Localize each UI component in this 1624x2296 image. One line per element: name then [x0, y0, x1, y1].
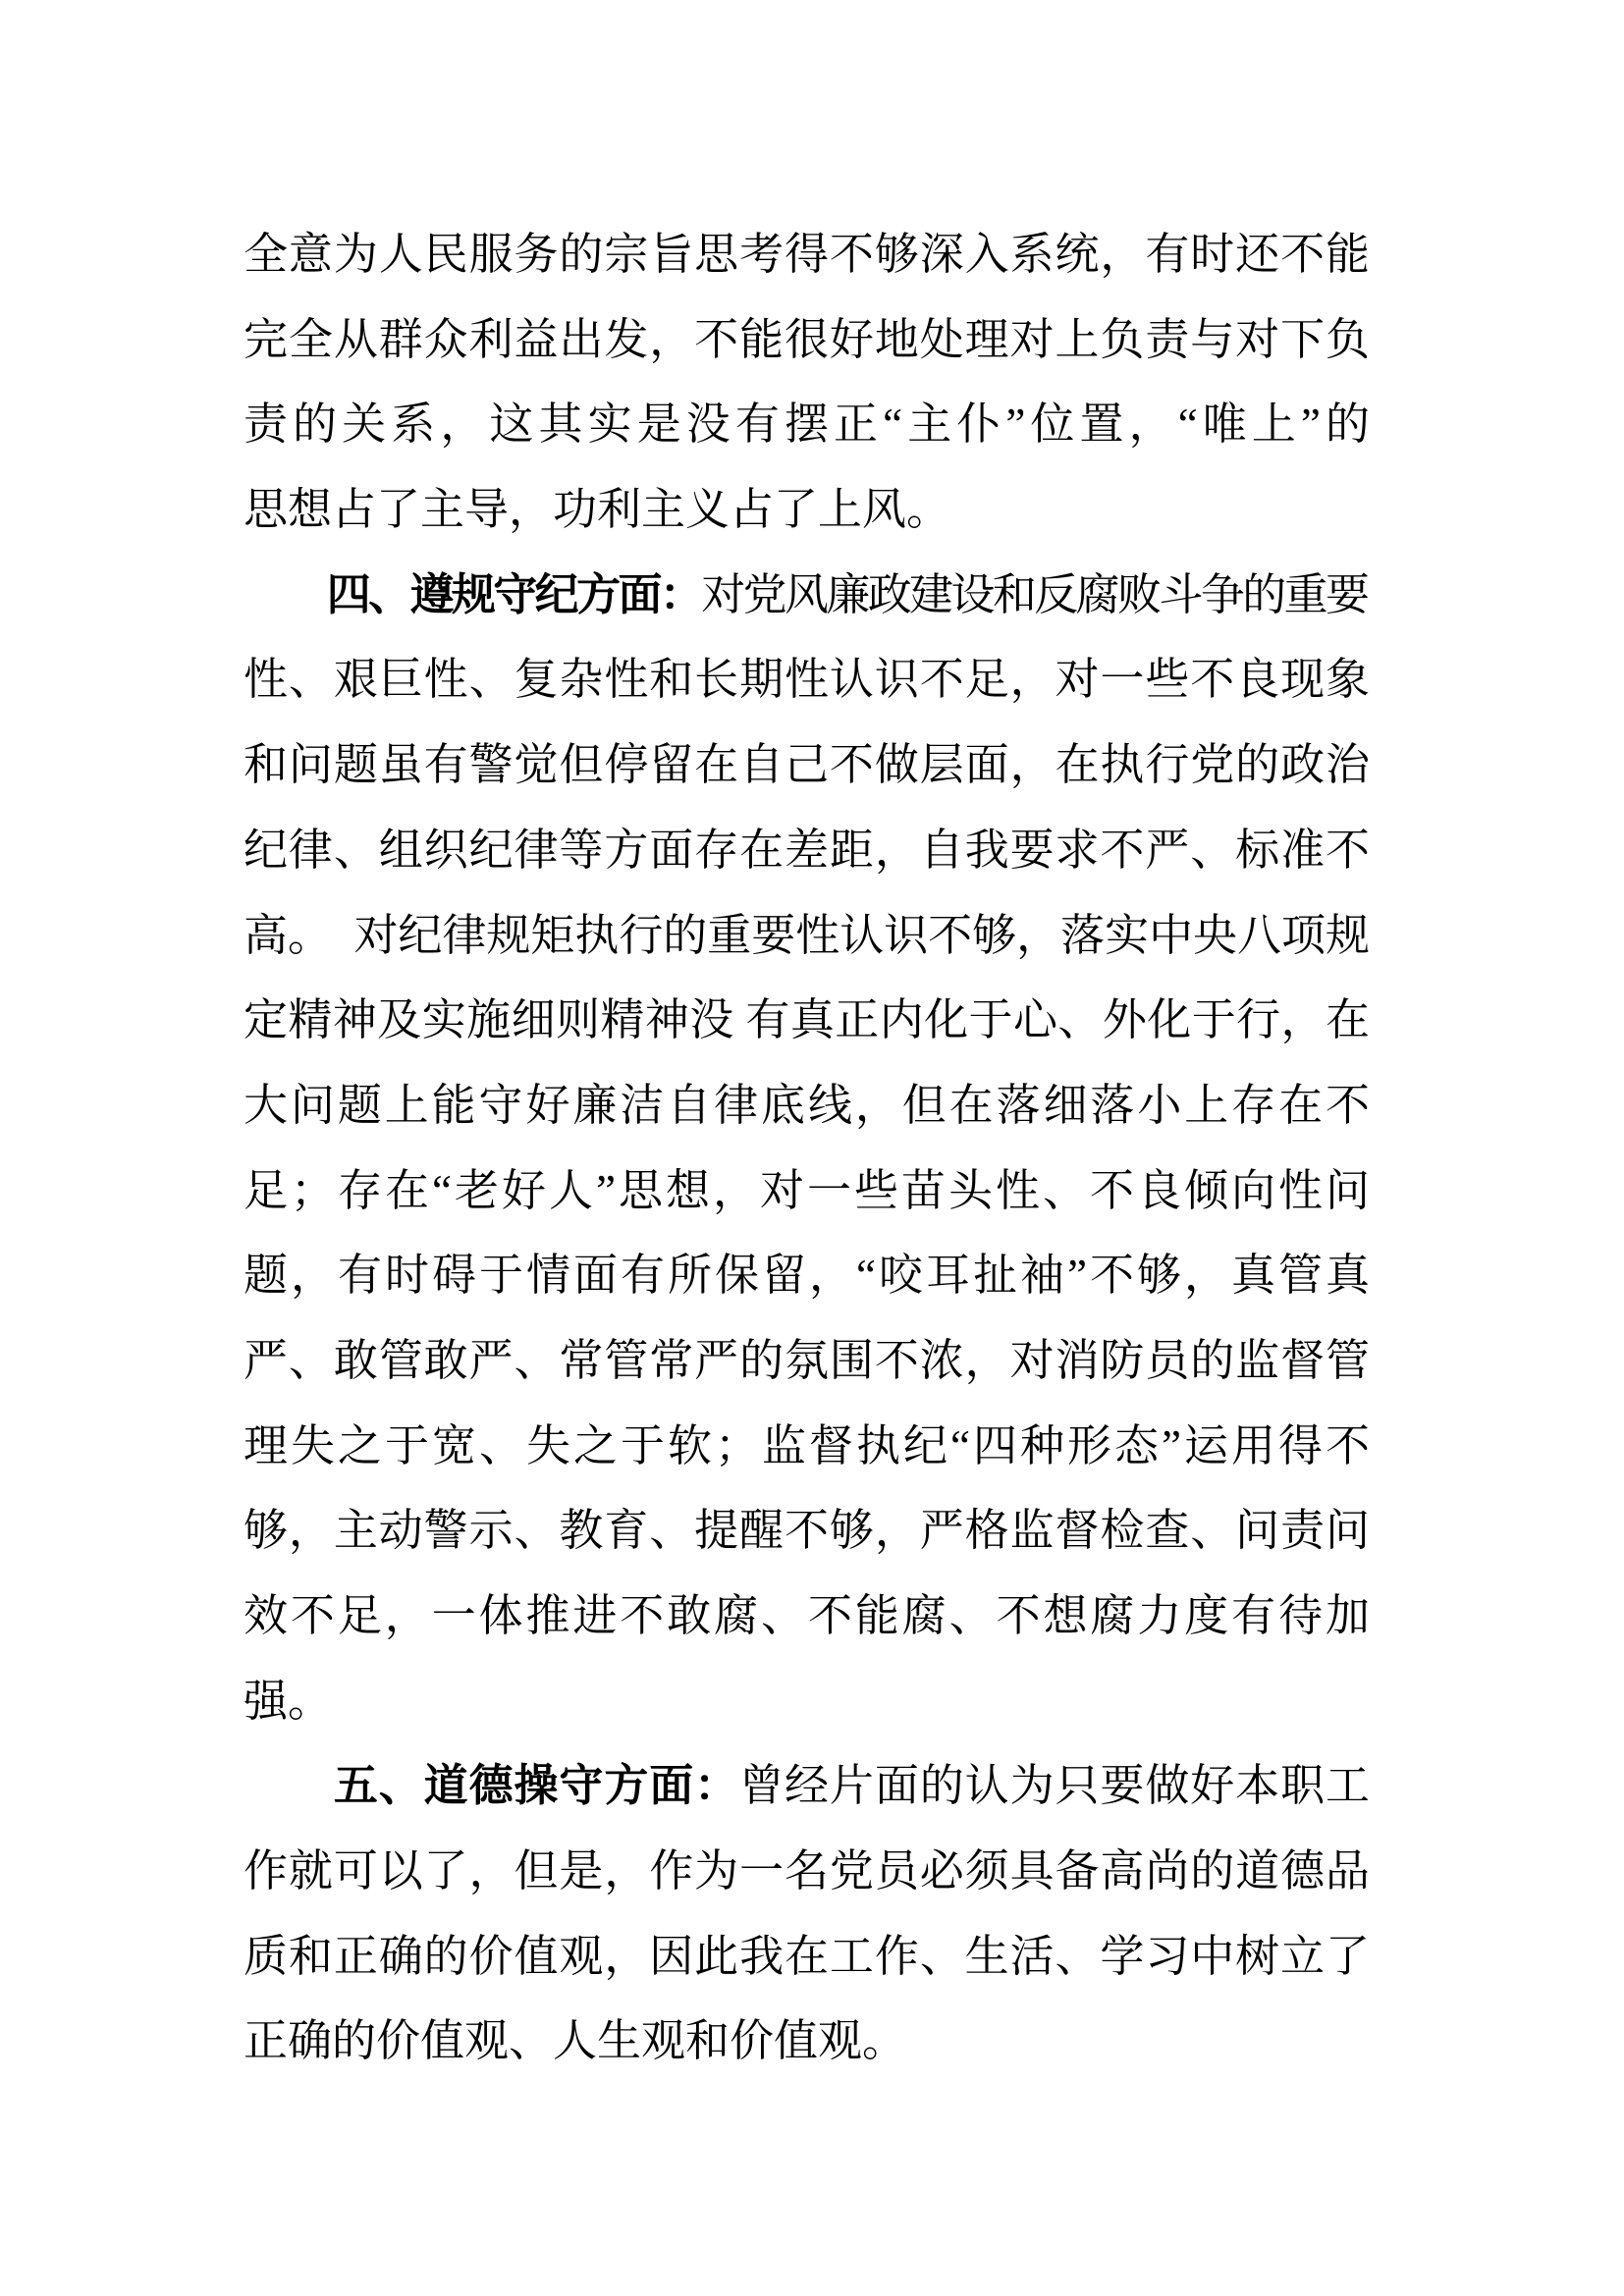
text-line	[244, 1063, 1422, 1148]
text-line	[244, 978, 1422, 1063]
text-line	[244, 1488, 1422, 1574]
body-text: 大问题上能守好廉洁自律底线，但在落细落小上存在不	[244, 1080, 1373, 1130]
body-text: 完全从群众利益出发，不能很好地处理对上负责与对下负	[244, 314, 1371, 364]
body-text: 思想占了主导，功利主义占了上风。	[244, 485, 951, 535]
text-line	[244, 808, 1422, 893]
body-text: 曾经片面的认为只要做好本职工	[739, 1761, 1371, 1811]
body-text: 题，有时碍于情面有所保留，“咬耳扯袖”不够，真管真	[244, 1251, 1373, 1301]
body-text: 够，主动警示、教育、提醒不够，严格监督检查、问责问	[244, 1506, 1371, 1556]
text-line	[244, 1233, 1422, 1318]
text-line	[244, 297, 1422, 383]
body-text: 强。	[244, 1676, 333, 1726]
text-line	[244, 1914, 1422, 2000]
body-text: 理失之于宽、失之于软；监督执纪“四种形态”运用得不	[244, 1420, 1373, 1470]
body-text: 质和正确的价值观，因此我在工作、生活、学习中树立了	[244, 1931, 1371, 1981]
body-text: 正确的价值观、人生观和价值观。	[244, 2016, 907, 2066]
text-line	[244, 637, 1422, 722]
paragraph-continuation-service-purpose	[244, 212, 1422, 553]
text-line	[244, 1829, 1422, 1914]
text-line	[244, 467, 1422, 553]
body-text: 责的关系，这其实是没有摆正“主仆”位置，“唯上”的	[244, 400, 1376, 450]
body-text: 纪律、组织纪律等方面存在差距，自我要求不严、标准不	[244, 825, 1371, 875]
paragraph-section-4-discipline	[244, 553, 1422, 1744]
body-text: 性、艰巨性、复杂性和长期性认识不足，对一些不良现象	[244, 655, 1371, 705]
text-line	[244, 553, 1422, 638]
section-heading-text: 四、遵规守纪方面：	[244, 568, 702, 619]
body-text: 全意为人民服务的宗旨思考得不够深入系统，有时还不能	[244, 230, 1371, 279]
text-line	[244, 1318, 1422, 1404]
text-line	[244, 1404, 1422, 1489]
body-text: 高。 对纪律规矩执行的重要性认识不够，落实中央八项规	[244, 910, 1370, 960]
section-heading-text: 五、道德操守方面：	[244, 1760, 740, 1811]
body-text: 和问题虽有警觉但停留在自己不做层面，在执行党的政治	[244, 740, 1371, 790]
body-text: 严、敢管敢严、常管常严的氛围不浓，对消防员的监督管	[244, 1335, 1371, 1385]
text-line	[244, 1743, 1422, 1829]
text-line	[244, 1659, 1422, 1744]
body-text: 定精神及实施细则精神没 有真正内化于心、外化于行，在	[244, 995, 1371, 1045]
document-body	[244, 212, 1422, 2084]
body-text: 对党风廉政建设和反腐败斗争的重要	[701, 569, 1368, 619]
body-text: 作就可以了，但是，作为一名党员必须具备高尚的道德品	[244, 1846, 1371, 1896]
text-line	[244, 382, 1422, 467]
text-line	[244, 722, 1422, 808]
paragraph-section-5-morality	[244, 1743, 1422, 2084]
text-line	[244, 1999, 1422, 2084]
body-text: 足；存在“老好人”思想，对一些苗头性、不良倾向性问	[244, 1165, 1373, 1215]
body-text: 效不足，一体推进不敢腐、不能腐、不想腐力度有待加	[244, 1591, 1373, 1640]
text-line	[244, 1148, 1422, 1234]
text-line	[244, 893, 1422, 979]
text-line	[244, 212, 1422, 297]
text-line	[244, 1574, 1422, 1659]
